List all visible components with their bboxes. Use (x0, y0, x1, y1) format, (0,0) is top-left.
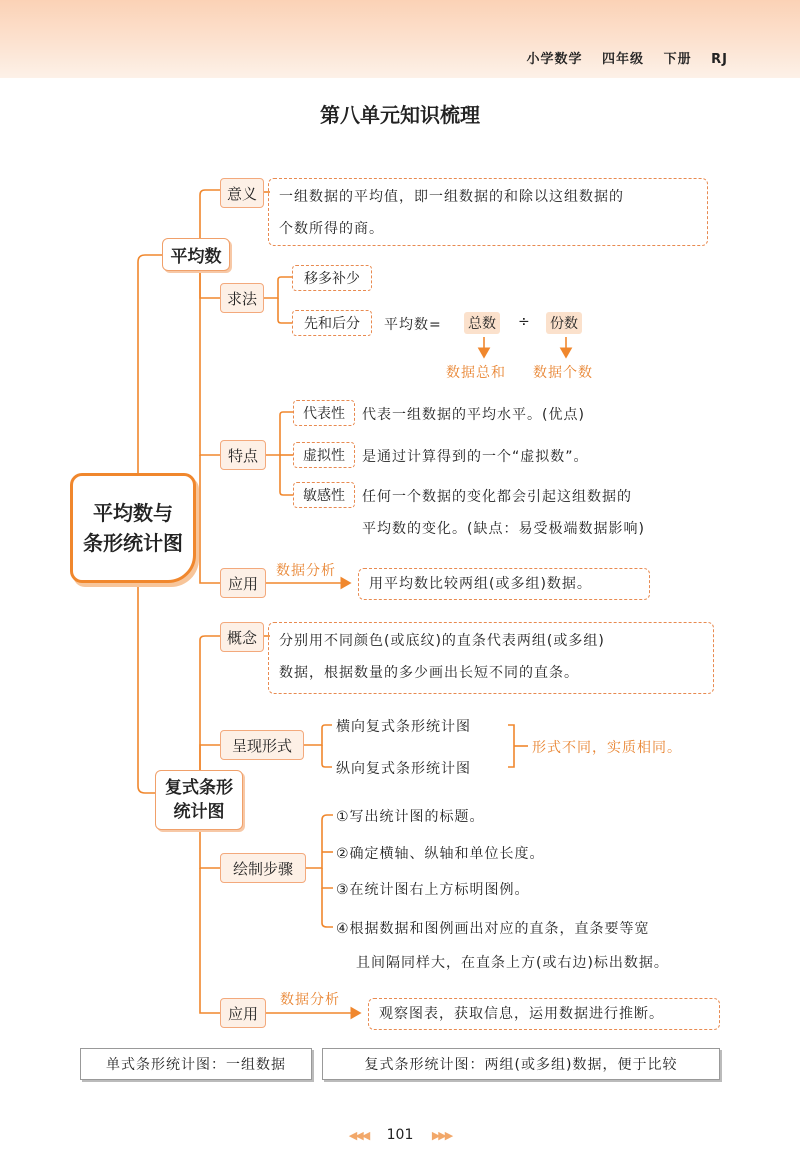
root-topic (70, 473, 196, 583)
method-sum-divide-tag: 先和后分 (292, 310, 372, 336)
feature-sensitive-text-1: 任何一个数据的变化都会引起这组数据的 (362, 489, 632, 505)
feature-sensitive-tag: 敏感性 (293, 482, 355, 508)
compound-application-box: 观察图表，获取信息，运用数据进行推断。 (368, 998, 720, 1030)
average-application-box: 用平均数比较两组(或多组)数据。 (358, 568, 650, 600)
concept-label: 概念 (220, 622, 264, 652)
step-3: ③在统计图右上方标明图例。 (336, 882, 530, 898)
forms-label: 呈现形式 (220, 730, 304, 760)
step-1: ①写出统计图的标题。 (336, 809, 485, 825)
formula-prefix: 平均数= (384, 317, 442, 333)
concept-box (268, 622, 714, 694)
edition-label: RJ (711, 52, 728, 67)
average-node: 平均数 (162, 238, 230, 271)
root-line-1: 平均数与 (93, 501, 173, 525)
page-title: 第八单元知识梳理 (320, 103, 480, 127)
step-2: ②确定横轴、纵轴和单位长度。 (336, 846, 545, 862)
step-4a: ④根据数据和图例画出对应的直条，直条要等宽 (336, 921, 650, 937)
grade-label: 四年级 (602, 52, 645, 67)
concept-text-2: 数据，根据数量的多少画出长短不同的直条。 (279, 665, 579, 681)
meaning-text-1: 一组数据的平均值，即一组数据的和除以这组数据的 (279, 189, 624, 205)
next-arrows-icon: ▶▶▶ (431, 1129, 452, 1142)
features-label: 特点 (220, 440, 266, 470)
form-vertical: 纵向复式条形统计图 (336, 761, 471, 777)
meaning-label: 意义 (220, 178, 264, 208)
feature-representative-text: 代表一组数据的平均水平。(优点) (362, 407, 585, 423)
feature-representative-tag: 代表性 (293, 400, 355, 426)
formula-divide: ÷ (518, 314, 531, 330)
method-move-tag: 移多补少 (292, 265, 372, 291)
meaning-box (268, 178, 708, 246)
average-application-label: 应用 (220, 568, 266, 598)
feature-virtual-text: 是通过计算得到的一个“虚拟数”。 (362, 449, 589, 465)
steps-label: 绘制步骤 (220, 853, 306, 883)
page-number: 101 (386, 1127, 414, 1143)
step-4b: 且间隔同样大，在直条上方(或右边)标出数据。 (356, 955, 669, 971)
compound-line-1: 复式条形 (165, 778, 233, 798)
subject-label: 小学数学 (526, 52, 583, 67)
average-application-arrow-label: 数据分析 (276, 563, 336, 579)
single-bar-summary: 单式条形统计图：一组数据 (80, 1048, 312, 1080)
concept-text-1: 分别用不同颜色(或底纹)的直条代表两组(或多组) (279, 633, 605, 649)
prev-arrows-icon: ◀◀◀ (348, 1129, 369, 1142)
formula-total: 总数 (464, 312, 500, 334)
compound-bar-node (155, 770, 243, 830)
volume-label: 下册 (663, 52, 692, 67)
compound-application-arrow-label: 数据分析 (280, 992, 340, 1008)
forms-note: 形式不同，实质相同。 (532, 740, 682, 756)
page-footer (0, 1127, 800, 1143)
method-label: 求法 (220, 283, 264, 313)
form-horizontal: 横向复式条形统计图 (336, 719, 471, 735)
total-note: 数据总和 (446, 365, 506, 381)
root-line-2: 条形统计图 (83, 531, 183, 555)
meaning-text-2: 个数所得的商。 (279, 221, 384, 237)
formula-parts: 份数 (546, 312, 582, 334)
compound-bar-summary: 复式条形统计图：两组(或多组)数据，便于比较 (322, 1048, 720, 1080)
parts-note: 数据个数 (533, 365, 593, 381)
compound-application-label: 应用 (220, 998, 266, 1028)
feature-virtual-tag: 虚拟性 (293, 442, 355, 468)
feature-sensitive-text-2: 平均数的变化。(缺点：易受极端数据影响) (362, 521, 645, 537)
compound-line-2: 统计图 (173, 802, 225, 822)
